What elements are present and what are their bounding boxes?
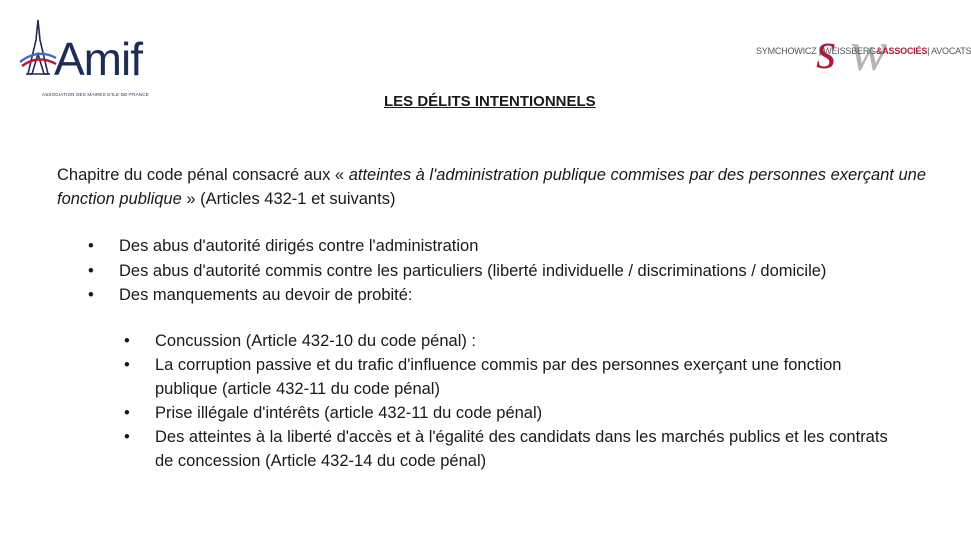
intro-paragraph: [57, 163, 937, 211]
eiffel-tower-icon: [18, 18, 58, 80]
intro-after: » (Articles 432-1 et suivants): [181, 190, 396, 208]
bullet: •: [88, 286, 94, 304]
svg-text:s: s: [816, 23, 837, 80]
bullet: •: [124, 428, 130, 446]
intro-before: Chapitre du code pénal consacré aux «: [57, 166, 349, 184]
amif-subtitle: ASSOCIATION DES MAIRES D'ILE-DE-FRANCE: [42, 92, 149, 97]
list-item-text: Des atteintes à la liberté d'accès et à l'égalité des candidats dans les marchés publics et les contrats de concession (Article 432-14 du code pénal): [155, 428, 888, 470]
list-item: [88, 234, 826, 259]
bullet: •: [124, 356, 130, 374]
offense-categories-list: [88, 234, 826, 308]
bullet: •: [88, 237, 94, 255]
list-item-text: Des abus d'autorité dirigés contre l'administration: [119, 237, 479, 255]
list-item: [124, 425, 904, 473]
bullet: •: [124, 332, 130, 350]
list-item-text: Concussion (Article 432-10 du code pénal) :: [155, 332, 477, 350]
slide-title: LES DÉLITS INTENTIONNELS: [384, 93, 596, 110]
list-item: [124, 353, 904, 401]
list-item: [88, 283, 826, 308]
list-item: [124, 329, 904, 353]
list-item-text: La corruption passive et du trafic d'influence commis par des personnes exerçant une fonction publique (article 432-11 du code pénal): [155, 356, 842, 398]
list-item-text: Prise illégale d'intérêts (article 432-11 du code pénal): [155, 404, 543, 422]
intro-italic: atteintes à l'administration publique commises par des personnes exerçant une fonction publique: [57, 166, 927, 208]
amif-wordmark: Amif: [54, 33, 142, 85]
sw-avocats-logo: [756, 21, 971, 83]
list-item: [88, 259, 826, 284]
bullet: •: [124, 404, 130, 422]
amif-logo: [18, 18, 149, 97]
sw-ampersand: &ASSOCIÉS: [875, 46, 928, 56]
list-item: [124, 401, 904, 425]
sw-names-right: | AVOCATS: [927, 46, 971, 56]
probity-offenses-list: [124, 329, 904, 473]
sw-firm-names: [756, 46, 971, 56]
svg-text:w: w: [850, 21, 888, 83]
bullet: •: [88, 261, 94, 280]
list-item-text: Des abus d'autorité commis contre les particuliers (liberté individuelle / discriminations / domicile): [119, 261, 827, 280]
sw-names-left: SYMCHOWICZ | WEISSBERG: [756, 46, 876, 56]
list-item-text: Des manquements au devoir de probité:: [119, 286, 413, 304]
